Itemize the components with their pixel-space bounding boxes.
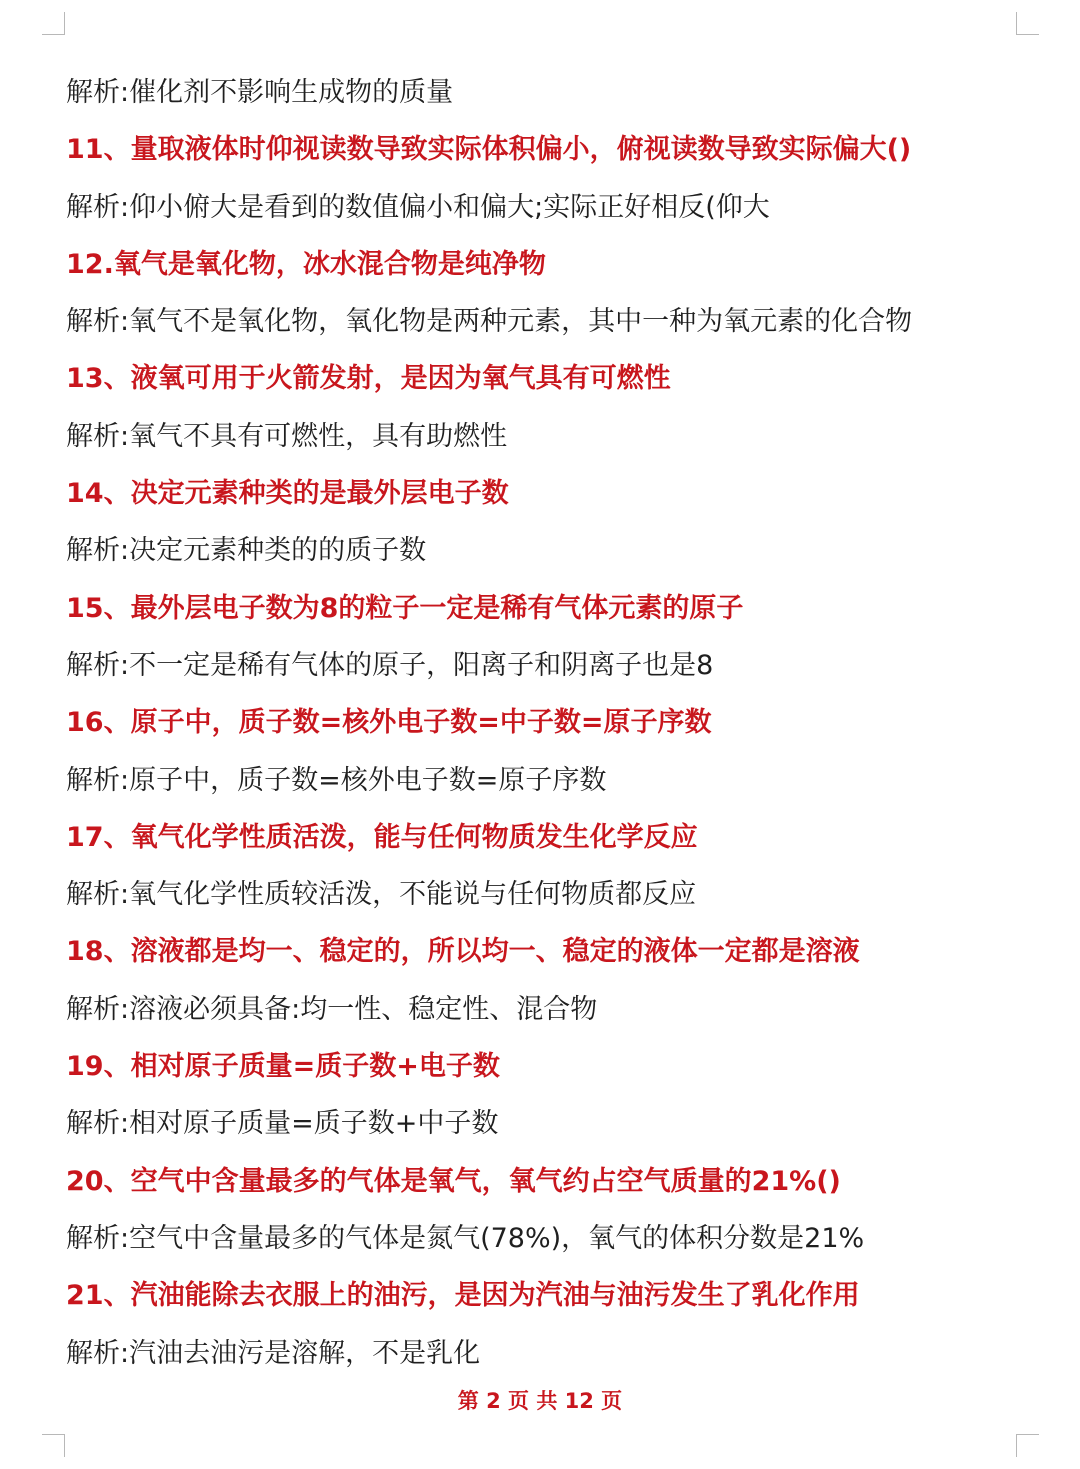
answer-line: 解析:催化剂不影响生成物的质量	[66, 77, 454, 108]
answer-line: 解析:空气中含量最多的气体是氮气(78%)，氧气的体积分数是21%	[66, 1222, 865, 1254]
answer-line: 解析:汽油去油污是溶解，不是乳化	[66, 1337, 481, 1369]
answer-line: 解析:溶液必须具备:均一性、稳定性、混合物	[66, 993, 598, 1025]
document-body	[66, 72, 1026, 1390]
answer-line: 解析:氧气化学性质较活泼，不能说与任何物质都反应	[66, 879, 697, 911]
question-line: 13、液氧可用于火箭发射，是因为氧气具有可燃性	[66, 363, 671, 395]
question-line: 12.氧气是氧化物，冰水混合物是纯净物	[66, 248, 546, 280]
answer-line: 解析:仰小俯大是看到的数值偏小和偏大;实际正好相反(仰大	[66, 191, 770, 223]
question-line: 17、氧气化学性质活泼，能与任何物质发生化学反应	[66, 821, 698, 853]
corner-mark-bottom-right	[1016, 1434, 1039, 1457]
answer-line: 解析:原子中，质子数=核外电子数=原子序数	[66, 764, 607, 796]
corner-mark-top-right	[1016, 12, 1039, 35]
corner-mark-bottom-left	[42, 1434, 65, 1457]
question-line: 21、汽油能除去衣服上的油污，是因为汽油与油污发生了乳化作用	[66, 1280, 860, 1312]
corner-mark-top-left	[42, 12, 65, 35]
answer-line: 解析:决定元素种类的的质子数	[66, 535, 427, 567]
question-line: 19、相对原子质量=质子数+电子数	[66, 1051, 500, 1083]
answer-line: 解析:相对原子质量=质子数+中子数	[66, 1108, 499, 1140]
question-line: 20、空气中含量最多的气体是氧气，氧气约占空气质量的21%()	[66, 1165, 841, 1197]
question-line: 11、量取液体时仰视读数导致实际体积偏小，俯视读数导致实际偏大()	[66, 134, 912, 166]
question-line: 14、决定元素种类的是最外层电子数	[66, 478, 509, 510]
question-line: 16、原子中，质子数=核外电子数=中子数=原子序数	[66, 707, 712, 739]
answer-line: 解析:氧气不具有可燃性，具有助燃性	[66, 420, 508, 452]
answer-line: 解析:氧气不是氧化物，氧化物是两种元素，其中一种为氧元素的化合物	[66, 306, 913, 338]
question-line: 15、最外层电子数为8的粒子一定是稀有气体元素的原子	[66, 592, 744, 624]
answer-line: 解析:不一定是稀有气体的原子，阳离子和阴离子也是8	[66, 649, 714, 681]
page-number-footer: 第 2 页 共 12 页	[457, 1389, 623, 1413]
question-line: 18、溶液都是均一、稳定的，所以均一、稳定的液体一定都是溶液	[66, 936, 860, 968]
